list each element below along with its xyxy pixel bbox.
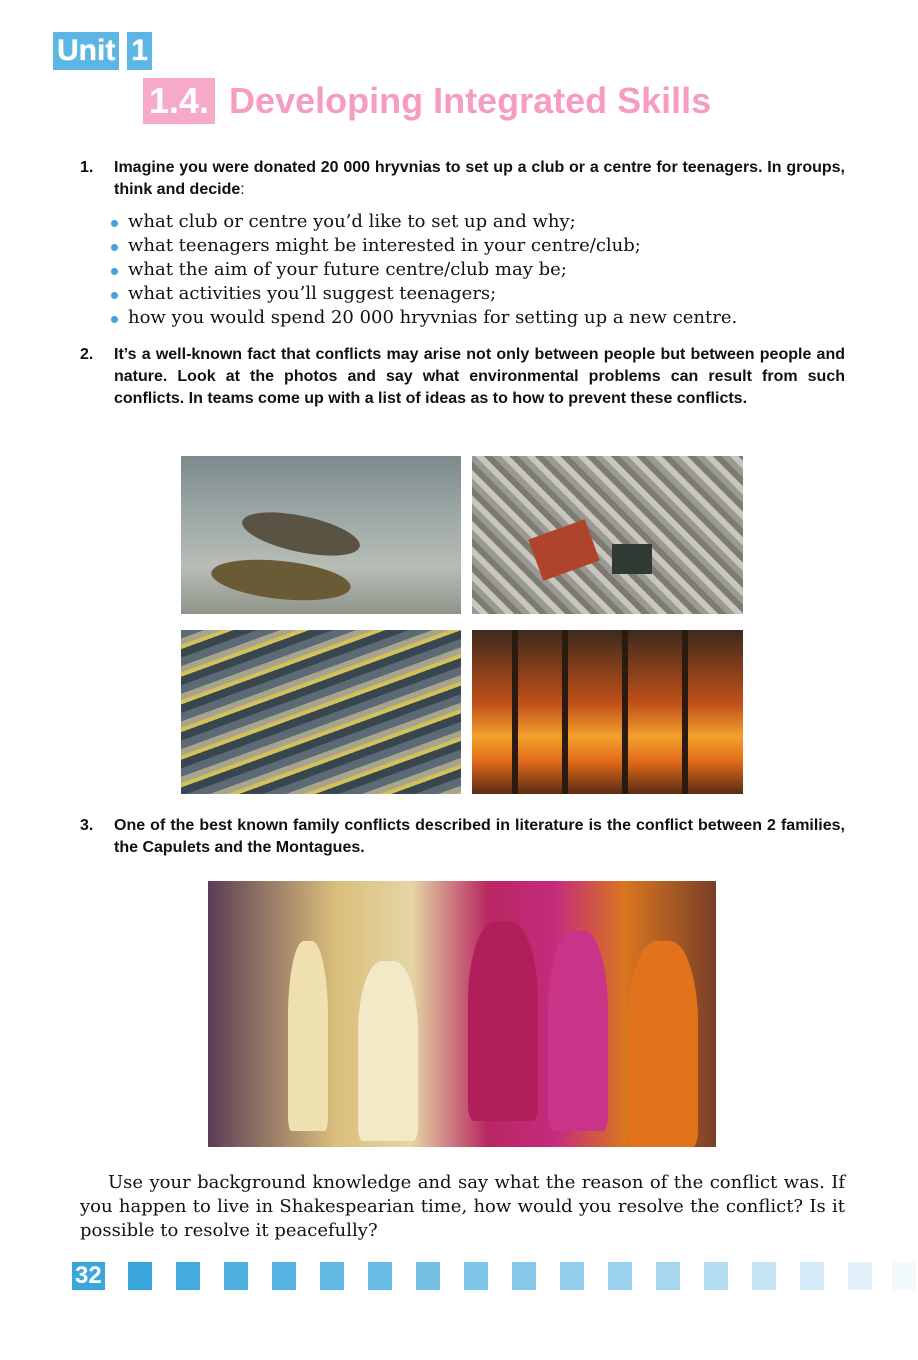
task-3-text: One of the best known family conflicts described in literature is the conflict between 2 families, the Capulets and the Montagues. [114, 817, 845, 856]
bullet-dot-icon [111, 244, 118, 251]
task-3-paragraph: Use your background knowledge and say what the reason of the conflict was. If you happen to live in Shakespearian time, how would you resolve the conflict? Is it possible to resolve it peacefully? [80, 1172, 845, 1241]
photo-landfill [472, 456, 743, 614]
bullet-dot-icon [111, 292, 118, 299]
dancer-figure [468, 921, 538, 1121]
tree-trunk-shape [682, 630, 688, 794]
footer-square-decoration [560, 1262, 584, 1290]
list-item: what the aim of your future centre/club may be; [108, 258, 737, 282]
footer-square-decoration [608, 1262, 632, 1290]
task-1-colon: : [240, 181, 245, 198]
photo-forest-fire [472, 630, 743, 794]
list-item: what club or centre you’d like to set up and why; [108, 210, 737, 234]
bullet-dot-icon [111, 268, 118, 275]
footer-square-decoration [464, 1262, 488, 1290]
dancer-figure [358, 961, 418, 1141]
footer-square-decoration [656, 1262, 680, 1290]
tree-trunk-shape [512, 630, 518, 794]
dancer-figure [288, 941, 328, 1131]
bullet-dot-icon [111, 220, 118, 227]
dancer-figure [548, 931, 608, 1131]
bullet-dot-icon [111, 316, 118, 323]
task-3 [80, 815, 845, 859]
bulldozer-shape [612, 544, 652, 574]
task-1-number: 1. [80, 159, 94, 176]
lesson-number: 1.4. [143, 78, 215, 124]
tree-trunk-shape [622, 630, 628, 794]
footer-square-decoration [224, 1262, 248, 1290]
unit-number: 1 [127, 32, 152, 70]
unit-tag [53, 32, 152, 70]
page-number: 32 [72, 1262, 105, 1290]
lesson-heading [143, 78, 711, 124]
footer-square-decoration [704, 1262, 728, 1290]
list-item: what activities you’ll suggest teenagers; [108, 282, 737, 306]
footer-square-decoration [892, 1262, 916, 1290]
task-2-text: It’s a well-known fact that conflicts may arise not only between people but between people and nature. Look at the photos and say what environmental problems can result from such conflicts. In teams come up with a list of ideas as to how to prevent these conflicts. [114, 346, 845, 407]
truck-shape [528, 519, 599, 581]
unit-word: Unit [53, 32, 119, 70]
footer-square-decoration [800, 1262, 824, 1290]
footer-square-decoration [176, 1262, 200, 1290]
footer [72, 1262, 918, 1290]
footer-square-decoration [416, 1262, 440, 1290]
footer-square-decoration [128, 1262, 152, 1290]
lesson-title: Developing Integrated Skills [229, 80, 712, 121]
debris-shape [239, 504, 364, 564]
tree-trunk-shape [562, 630, 568, 794]
task-1-text [114, 157, 845, 201]
footer-square-decoration [272, 1262, 296, 1290]
task-3-number: 3. [80, 817, 94, 834]
list-item: what teenagers might be interested in your centre/club; [108, 234, 737, 258]
debris-shape [209, 554, 352, 606]
photo-romeo-and-juliet-ballet [208, 881, 716, 1147]
footer-square-decoration [512, 1262, 536, 1290]
dancer-figure [628, 941, 698, 1147]
footer-square-decoration [320, 1262, 344, 1290]
footer-square-decoration [368, 1262, 392, 1290]
task-2-number: 2. [80, 346, 94, 363]
task-1-bullet-list [108, 210, 737, 330]
footer-square-decoration [752, 1262, 776, 1290]
photo-polluted-water [181, 456, 461, 614]
footer-square-decoration [848, 1262, 872, 1290]
photo-traffic-jam [181, 630, 461, 794]
task-2 [80, 344, 845, 410]
list-item: how you would spend 20 000 hryvnias for setting up a new centre. [108, 306, 737, 330]
task-1-instruction: Imagine you were donated 20 000 hryvnias to set up a club or a centre for teenagers. In groups, think and decide [114, 159, 845, 198]
task-1 [80, 157, 845, 201]
